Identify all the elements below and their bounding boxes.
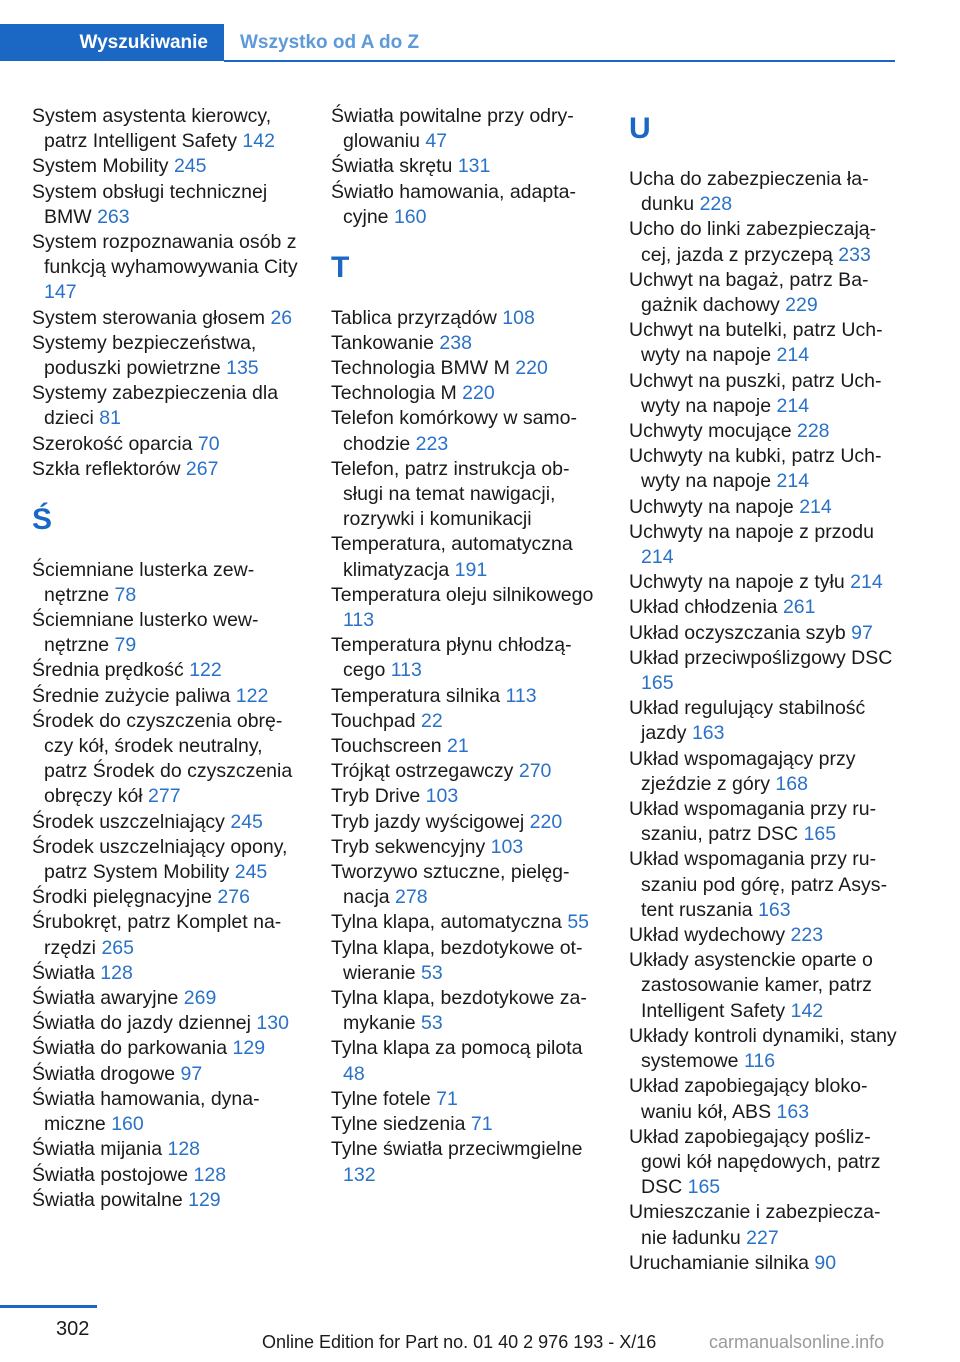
entry-page-link[interactable]: 276 (217, 886, 250, 909)
entry-page-link[interactable]: 132 (343, 1163, 376, 1186)
entry-term: Tylna klapa, bezdotykowe zamykanie (331, 987, 587, 1035)
entry-term: Technologia BMW M (331, 357, 510, 379)
entry-page-link[interactable]: 245 (234, 861, 268, 884)
index-entry (331, 104, 601, 154)
entry-term: Systemy zabezpieczenia dla dzieci (32, 382, 279, 430)
index-entry (331, 1112, 601, 1137)
section-gap (32, 482, 302, 495)
entry-term: Światła hamowania, dynamiczne (32, 1087, 260, 1136)
entry-term: Światło hamowania, adaptacyjne (331, 180, 576, 228)
entry-page-link[interactable]: 223 (415, 432, 449, 455)
entry-page-link[interactable]: 78 (114, 583, 137, 606)
entry-term: Uchwyty na napoje z przodu (629, 520, 874, 543)
entry-term: Tylne fotele (331, 1087, 431, 1110)
entry-page-link[interactable]: 168 (775, 772, 808, 795)
index-entry (32, 709, 302, 810)
entry-term: Średnia prędkość (32, 659, 184, 682)
section-letter: Ś (32, 502, 53, 536)
entry-term: Telefon komórkowy w samochodzie (331, 407, 578, 455)
entry-page-link[interactable]: 113 (343, 609, 375, 632)
index-entry (331, 306, 601, 331)
page-number: 302 (56, 1318, 90, 1340)
entry-page-link[interactable]: 214 (776, 470, 810, 493)
entry-page-link[interactable]: 128 (100, 961, 133, 984)
index-entry (629, 1200, 899, 1250)
entry-term: Tryb Drive (331, 785, 421, 808)
entry-term: Tylna klapa, bezdotykowe otwieranie (331, 936, 583, 984)
entry-page-link[interactable]: 90 (814, 1251, 837, 1274)
entry-page-link[interactable]: 165 (687, 1176, 721, 1199)
entry-page-link[interactable]: 116 (743, 1050, 776, 1073)
entry-term: Uchwyt na butelki, patrz Uchwyty na napoje (629, 319, 883, 367)
entry-page-link[interactable]: 70 (197, 432, 220, 455)
entry-term: Ucho do linki zabezpieczającej, jazda z przyczepą (629, 218, 877, 266)
tab-wszystko-od-a-do-z[interactable]: Wszystko od A do Z (240, 31, 420, 53)
index-entry (629, 595, 899, 620)
entry-term: System rozpoznawania osób z funkcją wyhamowywania City (32, 231, 298, 279)
index-entry (629, 1024, 899, 1074)
section-gap (331, 293, 601, 306)
entry-term: Układ zapobiegający poślizgowi kół napędowych, patrz DSC (629, 1125, 881, 1199)
header-divider (224, 60, 895, 62)
entry-term: Tryb jazdy wyścigowej (331, 810, 525, 833)
entry-term: Układy asystenckie oparte o zastosowanie kamer, patrz Intelligent Safety (629, 949, 873, 1022)
entry-page-link[interactable]: 129 (232, 1037, 266, 1060)
entry-term: Układ wspomagania przy ruszaniu pod górę, patrz Asystent ruszania (629, 848, 888, 921)
index-entry (32, 1188, 302, 1213)
entry-term: Tylna klapa, automatyczna (331, 911, 562, 934)
index-entry (629, 217, 899, 267)
entry-term: Uchwyt na bagaż, patrz Bagażnik dachowy (629, 268, 869, 316)
footer-divider (0, 1305, 97, 1308)
entry-page-link[interactable]: 214 (776, 394, 810, 417)
index-entry (331, 633, 601, 683)
entry-term: System asystenta kierowcy, patrz Intelligent Safety (32, 105, 272, 153)
index-entry (629, 948, 899, 1024)
entry-page-link[interactable]: 233 (838, 243, 871, 266)
entry-page-link[interactable]: 238 (439, 331, 472, 354)
entry-page-link[interactable]: 220 (462, 382, 495, 405)
index-entry (32, 684, 302, 709)
entry-page-link[interactable]: 103 (425, 785, 459, 808)
index-entry (32, 835, 302, 885)
index-entry (32, 558, 302, 608)
section-gap (32, 545, 302, 558)
entry-term: Układ przeciwpoślizgowy DSC (629, 646, 893, 669)
index-column-1 (32, 104, 302, 1213)
entry-term: Średnie zużycie paliwa (32, 684, 231, 707)
index-entry (629, 621, 899, 646)
entry-page-link[interactable]: 220 (529, 810, 563, 833)
entry-term: Uchwyty mocujące (629, 420, 792, 443)
entry-page-link[interactable]: 48 (343, 1062, 365, 1085)
entry-page-link[interactable]: 214 (776, 344, 810, 367)
index-entry (331, 684, 601, 709)
entry-page-link[interactable]: 113 (390, 659, 422, 682)
entry-page-link[interactable]: 142 (790, 999, 824, 1022)
entry-page-link[interactable]: 214 (799, 495, 832, 518)
entry-page-link[interactable]: 128 (167, 1138, 201, 1161)
index-entry (32, 1062, 302, 1087)
entry-term: Światła do jazdy dziennej (32, 1012, 251, 1035)
index-entry (32, 457, 302, 482)
entry-page-link[interactable]: 165 (641, 672, 674, 695)
entry-term: Uchwyty na kubki, patrz Uchwyty na napoje (629, 445, 882, 493)
index-entry (32, 910, 302, 960)
entry-page-link[interactable]: 267 (185, 457, 219, 480)
entry-page-link[interactable]: 223 (790, 924, 824, 947)
entry-term: Światła (32, 961, 95, 984)
entry-term: System sterowania głosem (32, 306, 266, 329)
entry-page-link[interactable]: 263 (97, 205, 130, 228)
index-entry (629, 797, 899, 847)
index-entry (32, 331, 302, 381)
entry-term: Środek do czyszczenia obręczy kół, środek neutralny, patrz Środek do czyszczenia obręczy kół (32, 709, 293, 808)
index-entry (331, 1087, 601, 1112)
entry-page-link[interactable]: 71 (436, 1087, 458, 1110)
entry-page-link[interactable]: 81 (99, 407, 121, 430)
index-entry (331, 1137, 601, 1187)
entry-page-link[interactable]: 71 (470, 1113, 493, 1136)
entry-term: Temperatura, automatyczna klimatyzacja (331, 533, 573, 581)
entry-term: Światła postojowe (32, 1163, 189, 1186)
entry-term: Środek uszczelniający (32, 810, 225, 833)
index-column-3 (629, 104, 899, 1276)
index-entry (32, 885, 302, 910)
entry-page-link[interactable]: 277 (148, 785, 181, 808)
entry-term: Temperatura płynu chłodzącego (331, 634, 572, 682)
entry-term: Światła powitalne (32, 1188, 183, 1211)
index-entry (32, 1163, 302, 1188)
index-entry (331, 709, 601, 734)
index-entry (629, 318, 899, 368)
entry-term: Układ regulujący stabilność jazdy (629, 697, 866, 745)
index-entry (331, 154, 601, 179)
entry-term: Światła powitalne przy odryglowaniu (331, 105, 574, 153)
entry-page-link[interactable]: 214 (641, 546, 674, 569)
entry-term: Ucha do zabezpieczenia ładunku (629, 167, 869, 216)
entry-page-link[interactable]: 269 (183, 987, 217, 1010)
entry-term: System obsługi technicznej BMW (32, 180, 268, 228)
entry-term: Układ wydechowy (629, 924, 786, 947)
index-entry (331, 406, 601, 456)
index-entry (629, 268, 899, 318)
entry-term: Szerokość oparcia (32, 432, 193, 455)
index-entry (331, 734, 601, 759)
entry-term: Temperatura oleju silnikowego (331, 583, 594, 606)
entry-term: Systemy bezpieczeństwa, poduszki powietrzne (32, 331, 257, 380)
entry-page-link[interactable]: 147 (44, 281, 77, 304)
entry-term: Umieszczanie i zabezpieczanie ładunku (629, 1201, 881, 1249)
index-entry (331, 381, 601, 406)
index-entry (331, 936, 601, 986)
index-entry (32, 658, 302, 683)
entry-term: Szkła reflektorów (32, 457, 181, 480)
entry-term: Układ oczyszczania szyb (629, 621, 846, 644)
section-gap (331, 230, 601, 243)
index-entry (629, 369, 899, 419)
index-entry (32, 810, 302, 835)
entry-page-link[interactable]: 113 (505, 684, 537, 707)
entry-page-link[interactable]: 261 (782, 596, 816, 619)
entry-page-link[interactable]: 278 (395, 886, 428, 909)
entry-term: Tablica przyrządów (331, 306, 497, 329)
tab-wyszukiwanie[interactable]: Wyszukiwanie (0, 24, 224, 61)
index-entry (32, 1087, 302, 1137)
entry-page-link[interactable]: 229 (785, 294, 818, 316)
entry-page-link[interactable]: 122 (235, 684, 269, 707)
index-entry (331, 910, 601, 935)
entry-page-link[interactable]: 245 (230, 810, 263, 833)
entry-page-link[interactable]: 97 (180, 1062, 203, 1085)
index-entry (331, 986, 601, 1036)
entry-term: Tylne światła przeciwmgielne (331, 1138, 583, 1161)
index-entry (331, 759, 601, 784)
index-entry (629, 444, 899, 494)
index-entry (629, 923, 899, 948)
entry-page-link[interactable]: 265 (101, 936, 134, 959)
index-entry (629, 167, 899, 217)
entry-term: Technologia M (331, 382, 457, 405)
entry-term: Touchpad (331, 709, 416, 732)
entry-term: Tworzywo sztuczne, pielęgnacja (331, 861, 570, 909)
entry-term: Telefon, patrz instrukcja obsługi na temat nawigacji, rozrywki i komunikacji (331, 457, 570, 531)
entry-term: Środki pielęgnacyjne (32, 886, 212, 909)
entry-term: Uchwyt na puszki, patrz Uchwyty na napoje (629, 369, 882, 417)
entry-page-link[interactable]: 270 (518, 760, 552, 783)
index-entry (331, 331, 601, 356)
index-entry (629, 520, 899, 570)
entry-page-link[interactable]: 163 (776, 1100, 810, 1123)
entry-page-link[interactable]: 131 (457, 155, 491, 178)
entry-term: Śrubokręt, patrz Komplet narzędzi (32, 911, 282, 959)
index-entry (331, 532, 601, 582)
index-entry (32, 180, 302, 230)
entry-page-link[interactable]: 191 (454, 558, 488, 581)
entry-term: Temperatura silnika (331, 684, 501, 707)
entry-page-link[interactable]: 53 (421, 961, 443, 984)
index-entry (32, 104, 302, 154)
entry-term: Układ wspomagający przy zjeździe z góry (629, 747, 856, 795)
index-entry (32, 1036, 302, 1061)
index-entry (331, 835, 601, 860)
index-entry (629, 696, 899, 746)
index-entry (331, 356, 601, 381)
entry-page-link[interactable]: 122 (189, 659, 222, 682)
entry-page-link[interactable]: 220 (515, 357, 548, 379)
index-entry (32, 608, 302, 658)
entry-term: Touchscreen (331, 735, 442, 758)
index-entry (32, 230, 302, 306)
entry-page-link[interactable]: 22 (421, 709, 443, 732)
entry-page-link[interactable]: 245 (173, 155, 207, 178)
entry-term: Tryb sekwencyjny (331, 835, 486, 858)
section-letter: U (629, 112, 651, 145)
entry-term: Tylne siedzenia (331, 1113, 466, 1136)
section-letter: T (331, 250, 350, 284)
index-entry (331, 457, 601, 533)
header (0, 0, 895, 62)
entry-page-link[interactable]: 47 (425, 130, 448, 153)
entry-term: Ściemniane lusterko wewnętrzne (32, 609, 259, 657)
index-entry (629, 1125, 899, 1201)
entry-term: Uchwyty na napoje z tyłu (629, 571, 845, 594)
entry-page-link[interactable]: 163 (691, 722, 725, 745)
entry-page-link[interactable]: 108 (502, 306, 535, 329)
entry-page-link[interactable]: 79 (114, 634, 137, 657)
entry-page-link[interactable]: 26 (270, 306, 293, 329)
index-entry (331, 1036, 601, 1086)
index-entry (32, 381, 302, 431)
entry-page-link[interactable]: 228 (796, 420, 830, 443)
index-entry (32, 961, 302, 986)
entry-term: Ściemniane lusterka zewnętrzne (32, 558, 255, 606)
index-entry (32, 154, 302, 179)
entry-term: Tankowanie (331, 331, 434, 354)
index-entry (629, 570, 899, 595)
index-entry (629, 419, 899, 444)
section-gap (629, 154, 899, 167)
index-entry (629, 1251, 899, 1276)
entry-page-link[interactable]: 142 (242, 130, 275, 153)
index-entry (331, 583, 601, 633)
index-entry (331, 180, 601, 230)
entry-page-link[interactable]: 165 (803, 823, 837, 846)
entry-term: System Mobility (32, 155, 169, 178)
entry-page-link[interactable]: 228 (699, 193, 733, 216)
entry-term: Światła drogowe (32, 1062, 176, 1085)
entry-page-link[interactable]: 163 (758, 898, 791, 921)
index-entry (32, 306, 302, 331)
entry-term: Światła mijania (32, 1138, 163, 1161)
index-entry (629, 495, 899, 520)
index-entry (331, 784, 601, 809)
entry-page-link[interactable]: 160 (393, 205, 427, 228)
index-entry (629, 646, 899, 696)
entry-page-link[interactable]: 130 (256, 1012, 289, 1035)
entry-page-link[interactable]: 160 (111, 1113, 144, 1136)
index-entry (629, 747, 899, 797)
index-entry (32, 1011, 302, 1036)
entry-term: Uchwyty na napoje (629, 495, 794, 518)
index-column-2 (331, 104, 601, 1188)
entry-term: Światła awaryjne (32, 987, 179, 1010)
index-entry (32, 986, 302, 1011)
entry-term: Tylna klapa za pomocą pilota (331, 1037, 583, 1060)
entry-page-link[interactable]: 227 (746, 1226, 779, 1249)
index-entry (331, 860, 601, 910)
entry-term: Układ zapobiegający blokowaniu kół, ABS (629, 1075, 868, 1123)
entry-term: Trójkąt ostrzegawczy (331, 760, 514, 783)
entry-term: Uruchamianie silnika (629, 1251, 809, 1274)
entry-page-link[interactable]: 21 (447, 735, 469, 758)
entry-term: Układ chłodzenia (629, 596, 778, 619)
entry-page-link[interactable]: 103 (490, 835, 524, 858)
entry-page-link[interactable]: 53 (421, 1012, 443, 1035)
index-entry (331, 810, 601, 835)
entry-term: Układy kontroli dynamiki, stany systemowe (629, 1024, 897, 1073)
entry-page-link[interactable]: 128 (193, 1163, 227, 1186)
index-entry (32, 1137, 302, 1162)
entry-term: Światła do parkowania (32, 1037, 228, 1060)
entry-page-link[interactable]: 97 (851, 621, 873, 644)
entry-term: Układ wspomagania przy ruszaniu, patrz DSC (629, 798, 877, 846)
index-entry (629, 1074, 899, 1124)
watermark: carmanualsonline.info (709, 1332, 885, 1352)
index-entry (32, 432, 302, 457)
entry-page-link[interactable]: 55 (567, 911, 590, 934)
entry-term: Środek uszczelniający opony, patrz System Mobility (32, 835, 288, 884)
entry-term: Światła skrętu (331, 155, 453, 178)
entry-page-link[interactable]: 135 (226, 357, 259, 380)
entry-page-link[interactable]: 214 (850, 571, 883, 594)
entry-page-link[interactable]: 129 (188, 1188, 221, 1211)
edition-text: Online Edition for Part no. 01 40 2 976 193 - X/16 (262, 1332, 657, 1352)
index-entry (629, 847, 899, 923)
